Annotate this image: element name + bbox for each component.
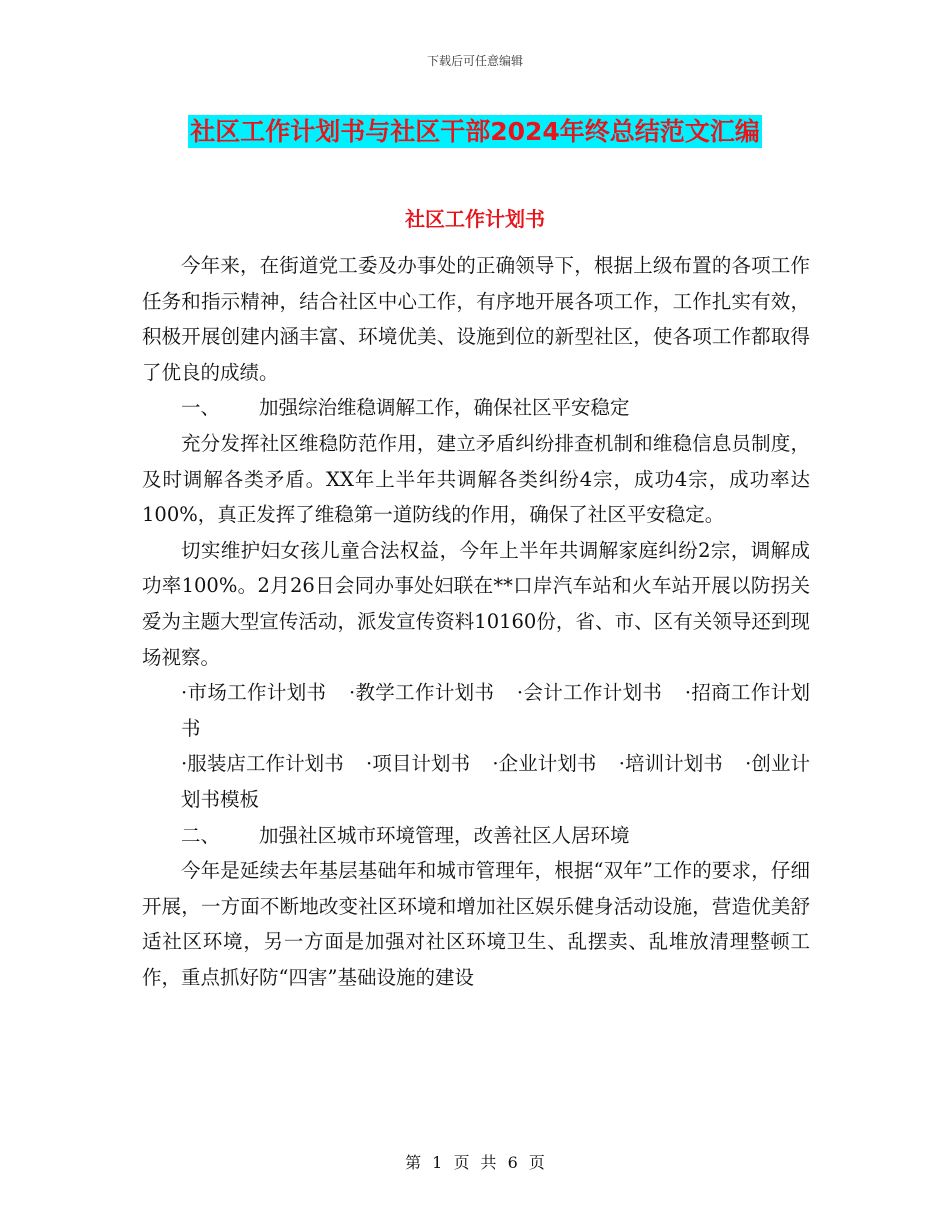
related-links-row-1	[142, 675, 810, 746]
link-startup-plan-template[interactable]: ·创业计划书模板	[181, 752, 811, 811]
heading-1-text: 加强综治维稳调解工作，确保社区平安稳定	[259, 396, 630, 420]
paragraph-stability: 充分发挥社区维稳防范作用，建立矛盾纠纷排查机制和维稳信息员制度，及时调解各类矛盾。XX年上半年共调解各类纠纷4宗，成功4宗，成功率达100%，真正发挥了维稳第一道防线的作用，确保了社区平安稳定。	[142, 431, 810, 527]
link-project-plan[interactable]: ·项目计划书	[366, 752, 471, 776]
heading-2	[142, 818, 810, 854]
paragraph-environment: 今年是延续去年基层基础年和城市管理年，根据“双年”工作的要求，仔细开展，一方面不断地改变社区环境和增加社区娱乐健身活动设施，营造优美舒适社区环境，另一方面是加强对社区环境卫生、乱摆卖、乱堆放清理整顿工作，重点抓好防“四害”基础设施的建设	[142, 859, 810, 989]
paragraph-intro: 今年来，在街道党工委及办事处的正确领导下，根据上级布置的各项工作任务和指示精神，结合社区中心工作，有序地开展各项工作，工作扎实有效，积极开展创建内涵丰富、环境优美、设施到位的新型社区，使各项工作都取得了优良的成绩。	[142, 254, 810, 384]
paragraph-women-children: 切实维护妇女孩儿童合法权益，今年上半年共调解家庭纠纷2宗，调解成功率100%。2月26日会同办事处妇联在**口岸汽车站和火车站开展以防拐关爱为主题大型宣传活动，派发宣传资料10160份，省、市、区有关领导还到现场视察。	[142, 538, 810, 669]
link-accounting-plan[interactable]: ·会计工作计划书	[516, 681, 663, 705]
page-footer: 第 1 页 共 6 页	[405, 1153, 545, 1172]
link-investment-plan[interactable]: ·招商工作计划书	[181, 681, 811, 740]
header-note: 下载后可任意编辑	[426, 54, 523, 68]
document-title	[0, 112, 950, 148]
heading-1	[142, 390, 810, 426]
section-title: 社区工作计划书	[405, 207, 545, 231]
document-body	[142, 248, 810, 995]
heading-2-number: 二、	[181, 823, 221, 847]
link-training-plan[interactable]: ·培训计划书	[618, 752, 723, 776]
link-market-plan[interactable]: ·市场工作计划书	[181, 681, 327, 705]
link-teaching-plan[interactable]: ·教学工作计划书	[348, 681, 495, 705]
related-links-row-2	[142, 746, 810, 817]
heading-2-text: 加强社区城市环境管理，改善社区人居环境	[259, 823, 630, 847]
link-enterprise-plan[interactable]: ·企业计划书	[492, 752, 597, 776]
heading-1-number: 一、	[181, 396, 221, 420]
document-title-text: 社区工作计划书与社区干部2024年终总结范文汇编	[190, 117, 760, 146]
link-clothing-store-plan[interactable]: ·服装店工作计划书	[181, 752, 344, 776]
